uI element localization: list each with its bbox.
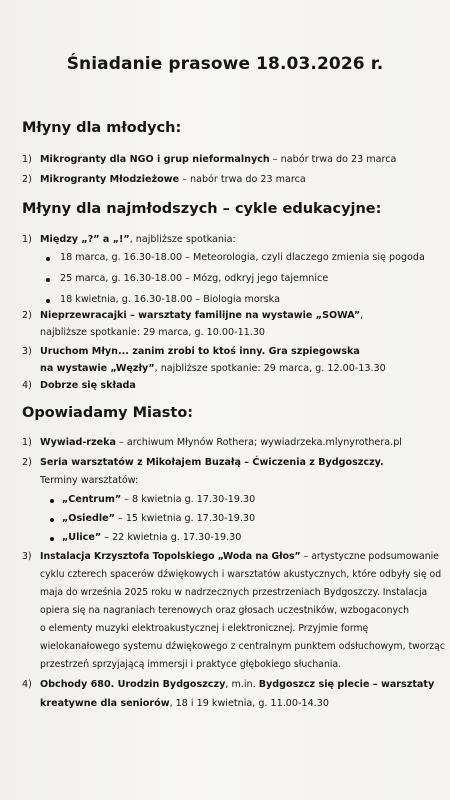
item-title: Mikrogranty dla NGO i grup nieformalnych xyxy=(40,154,270,165)
workshop-item xyxy=(62,532,241,544)
item-title: Uruchom Młyn... zanim zrobi to ktoś inny. Gra szpiegowska xyxy=(40,346,360,357)
workshop-item xyxy=(62,494,255,506)
item-title: Obchody 680. Urodzin Bydgoszczy xyxy=(40,679,226,690)
item-text: , m.in. xyxy=(225,679,259,690)
paragraph-line: wielokanałowego systemu dźwiękowego z centralnym punktem odsłuchowym, tworząc xyxy=(40,641,445,652)
paragraph-line: przestrzeń sprzyjającą immersji i praktyce głębokiego słuchania. xyxy=(40,659,342,670)
bullet-icon xyxy=(50,518,54,522)
item-text: – archiwum Młynów Rothera; wywiadrzeka.mlynyrothera.pl xyxy=(116,437,402,448)
workshop-name: „Osiedle” xyxy=(62,513,115,524)
schedule-item: 18 kwietnia, g. 16.30-18.00 – Biologia morska xyxy=(60,294,280,305)
list-item xyxy=(22,380,136,392)
workshop-item xyxy=(62,513,255,525)
item-title: Seria warsztatów z Mikołajem Buzałą – Ćwiczenia z Bydgoszczy. xyxy=(40,457,384,468)
item-text: , xyxy=(360,310,364,321)
section-heading-mlyny-dla-mlodych: Młyny dla młodych: xyxy=(22,120,182,136)
bullet-icon xyxy=(50,537,54,541)
bullet-icon xyxy=(46,299,50,303)
workshop-date: – 8 kwietnia g. 17.30-19.30 xyxy=(121,494,256,505)
item-title: Instalacja Krzysztofa Topolskiego „Woda na Głos” xyxy=(40,551,301,562)
item-text: – nabór trwa do 23 marca xyxy=(179,174,306,185)
page-title: Śniadanie prasowe 18.03.2026 r. xyxy=(66,54,384,74)
list-number: 2) xyxy=(22,174,32,185)
workshop-date: – 22 kwietnia g. 17.30-19.30 xyxy=(101,532,242,543)
list-number: 1) xyxy=(22,234,32,245)
list-number: 2) xyxy=(22,310,32,321)
list-item xyxy=(22,234,236,246)
list-item xyxy=(22,346,360,358)
item-title: Dobrze się składa xyxy=(40,380,136,391)
item-text: , 18 i 19 kwietnia, g. 11.00-14.30 xyxy=(169,698,329,709)
list-item xyxy=(22,174,306,186)
item-text: , najbliższe spotkania: xyxy=(129,234,236,245)
item-subtitle-cont: kreatywne dla seniorów xyxy=(40,698,170,709)
item-text: , najbliższe spotkanie: 29 marca, g. 12.00-13.30 xyxy=(154,363,386,374)
item-title: Wywiad-rzeka xyxy=(40,437,116,448)
list-item xyxy=(22,437,402,449)
bullet-icon xyxy=(50,499,54,503)
item-text: – nabór trwa do 23 marca xyxy=(269,154,397,165)
item-continuation xyxy=(40,363,386,375)
list-number: 3) xyxy=(22,551,32,562)
paragraph-line: o elementy muzyki elektroakustycznej i elektronicznej. Przyjmie formę xyxy=(40,623,369,634)
item-title: Mikrogranty Młodzieżowe xyxy=(40,174,180,185)
workshop-name: „Ulice” xyxy=(62,532,102,543)
list-number: 4) xyxy=(22,380,32,391)
list-number: 3) xyxy=(22,346,32,357)
list-item xyxy=(22,154,396,166)
item-title: Nieprzewracajki – warsztaty familijne na wystawie „SOWA” xyxy=(40,310,361,321)
section-heading-opowiadamy-miasto: Opowiadamy Miasto: xyxy=(22,405,194,421)
list-item xyxy=(22,457,384,469)
workshop-name: „Centrum” xyxy=(62,494,122,505)
list-item xyxy=(22,551,439,563)
list-number: 2) xyxy=(22,457,32,468)
item-title-cont: na wystawie „Węzły” xyxy=(40,363,155,374)
schedule-item: 18 marca, g. 16.30-18.00 – Meteorologia, czyli dlaczego zmienia się pogoda xyxy=(60,252,425,263)
item-subtitle: Bydgoszcz się plecie – warsztaty xyxy=(258,679,435,690)
list-number: 1) xyxy=(22,437,32,448)
item-title: Między „?” a „!” xyxy=(40,234,130,245)
schedule-item: 25 marca, g. 16.30-18.00 – Mózg, odkryj jego tajemnice xyxy=(60,273,329,284)
item-continuation: Terminy warsztatów: xyxy=(40,475,139,486)
bullet-icon xyxy=(46,278,50,282)
item-text: – artystyczne podsumowanie xyxy=(300,551,439,562)
paragraph-line: opiera się na nagraniach terenowych oraz głosach uczestników, wzbogaconych xyxy=(40,605,409,616)
item-continuation: najbliższe spotkanie: 29 marca, g. 10.00-11.30 xyxy=(40,327,266,338)
workshop-date: – 15 kwietnia g. 17.30-19.30 xyxy=(114,513,256,524)
paragraph-line: maja do września 2025 roku w nadrzecznych przestrzeniach Bydgoszczy. Instalacja xyxy=(40,587,428,598)
item-continuation xyxy=(40,698,329,710)
paragraph-line: cyklu czterech spacerów dźwiękowych i warsztatów akustycznych, które odbyły się od xyxy=(40,569,442,580)
list-item xyxy=(22,679,434,691)
list-number: 4) xyxy=(22,679,32,690)
section-heading-mlyny-dla-najmlodszych: Młyny dla najmłodszych – cykle edukacyjne: xyxy=(22,201,382,217)
bullet-icon xyxy=(46,257,50,261)
list-item xyxy=(22,310,363,322)
list-number: 1) xyxy=(22,154,32,165)
